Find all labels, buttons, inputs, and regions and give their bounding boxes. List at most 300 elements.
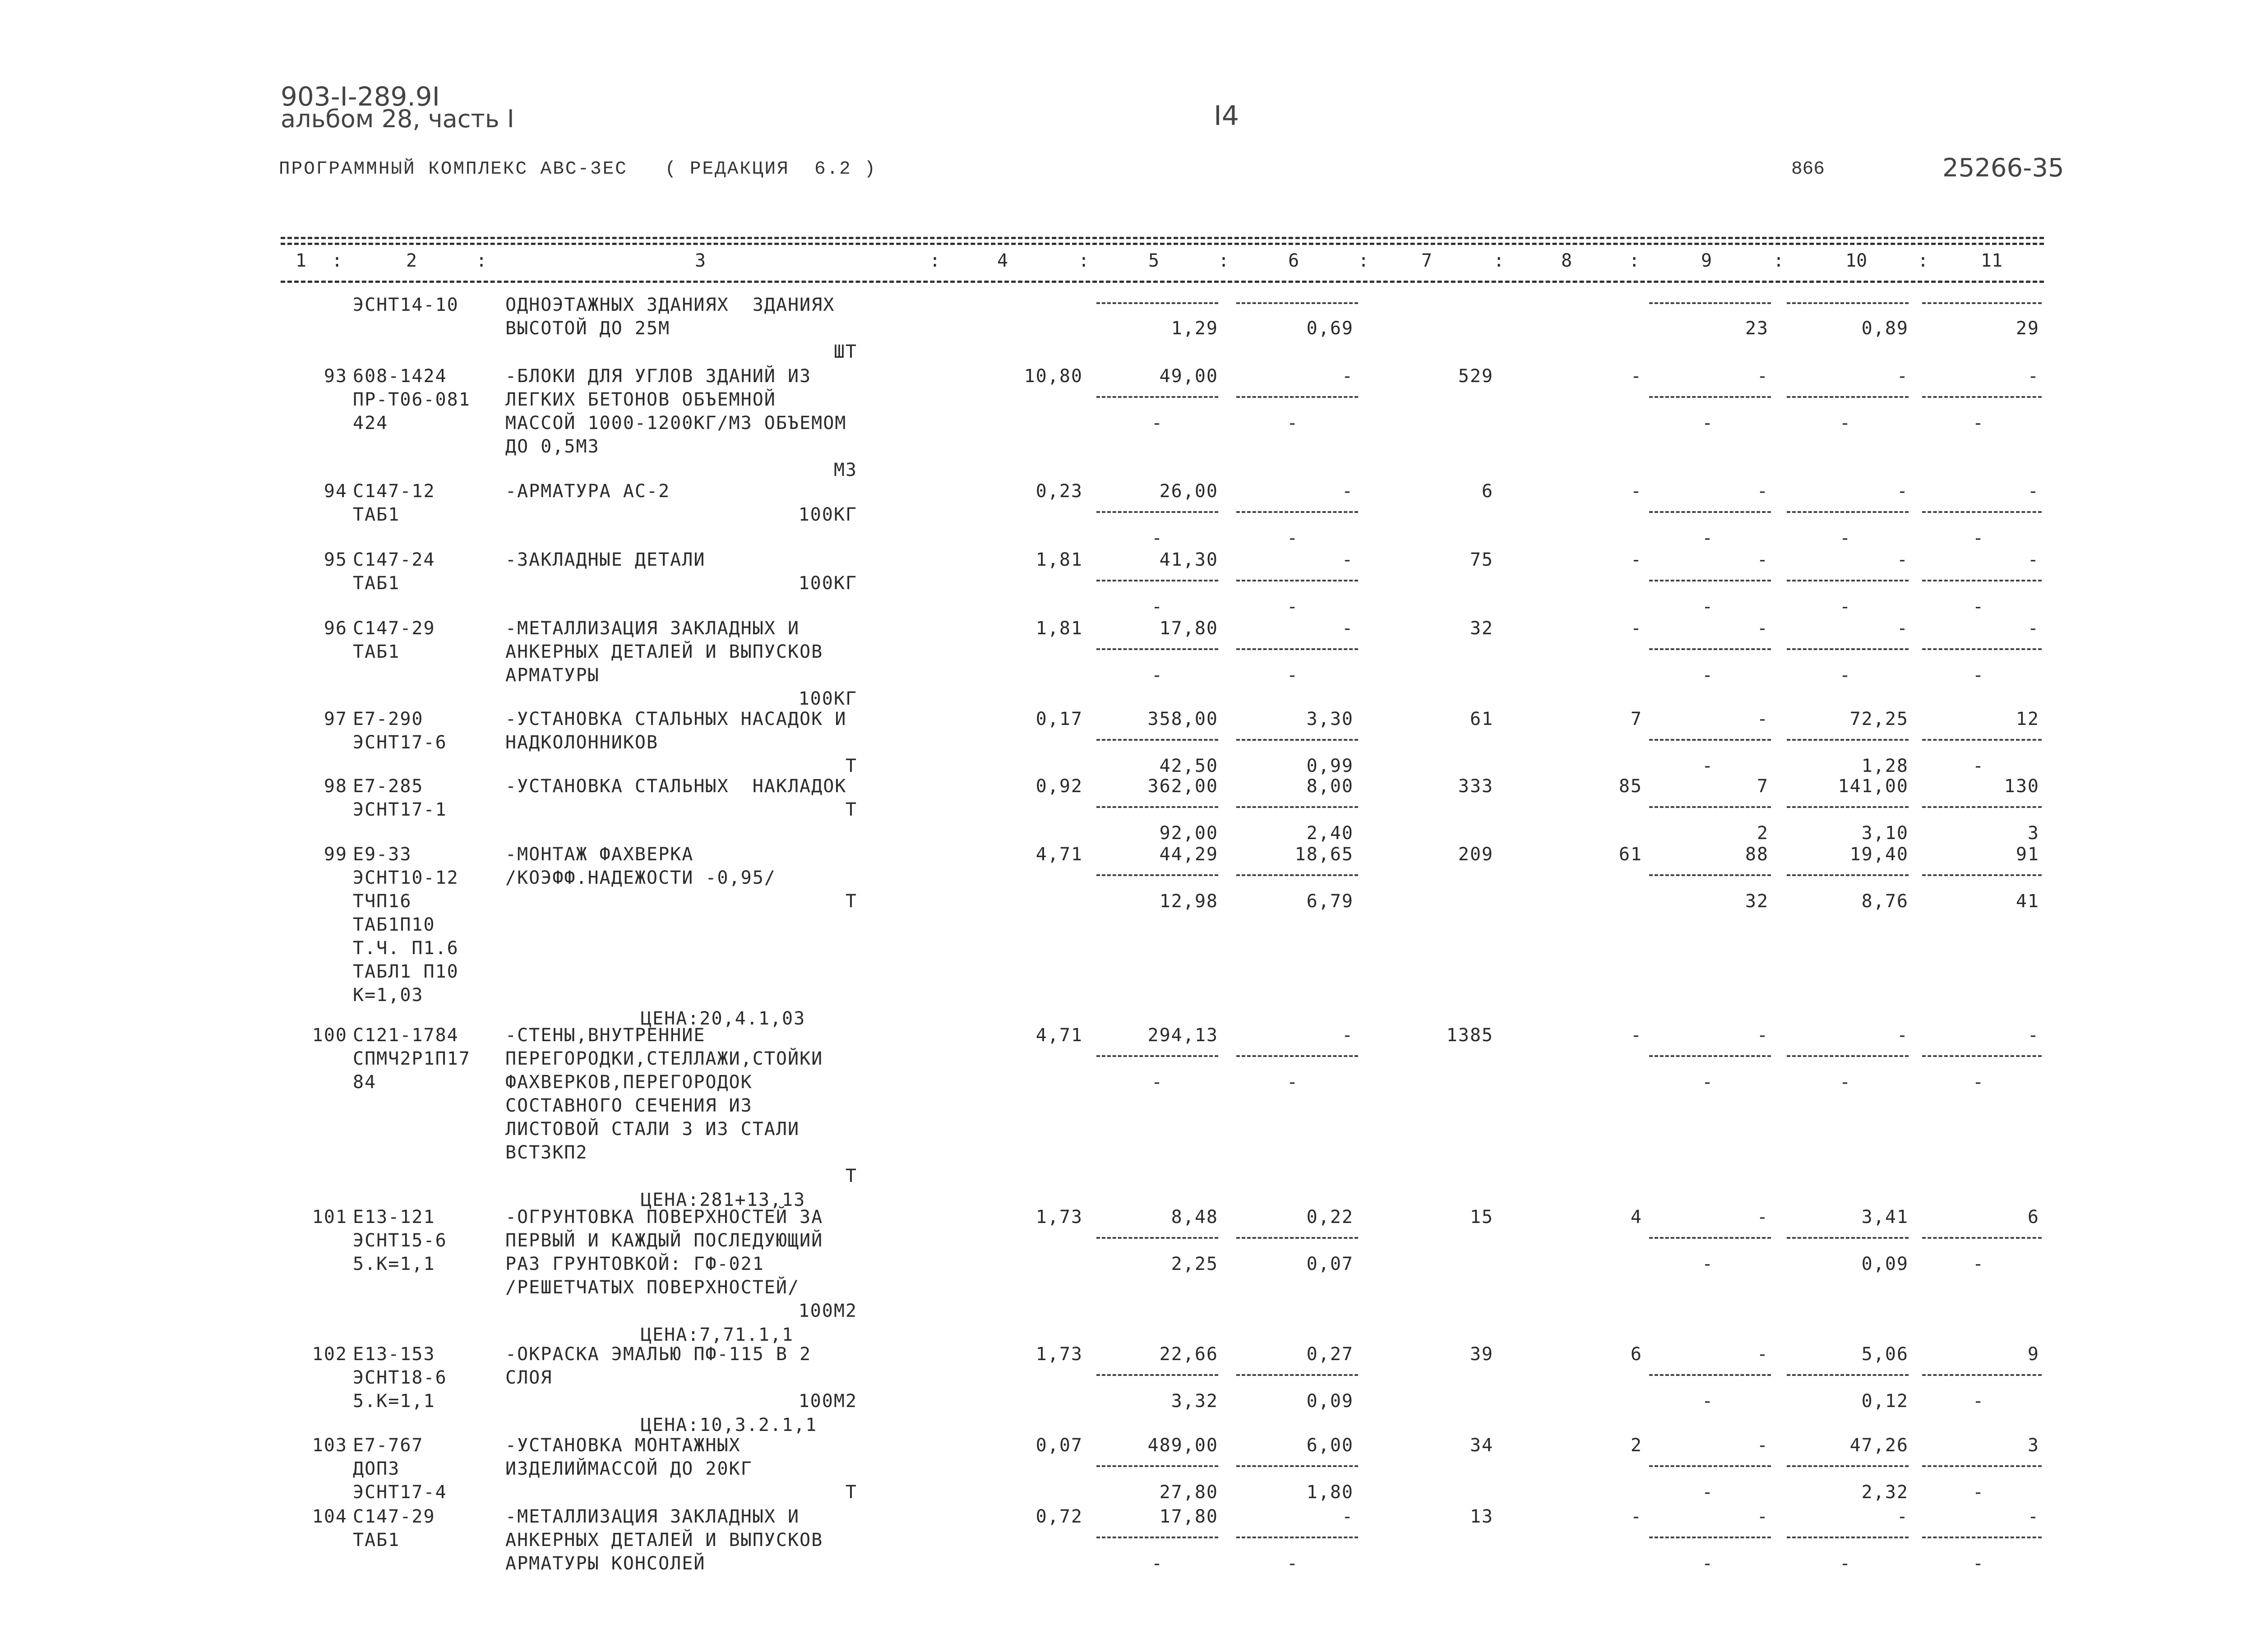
rate-code: Е13-153 [353,1344,435,1365]
value-separator [1922,806,2042,808]
total-value-c7: 39 [1470,1344,1493,1365]
cost-value-c6: 0,09 [1306,1391,1354,1412]
price-note: ЦЕНА:281+13,13 [641,1190,806,1210]
cost-value-c6: 8,00 [1306,776,1354,797]
cost-value-c9: - [1757,1344,1769,1365]
work-description: МАССОЙ 1000-1200КГ/М3 ОБЪЕМОМ [505,413,847,434]
cost-value-c5: 362,00 [1147,776,1218,797]
rate-code: ЭСНТ10-12 [353,868,459,888]
unit-of-measure: Т [845,799,857,820]
value-separator [1922,874,2042,876]
value-separator [1096,1537,1218,1538]
work-description: СОСТАВНОГО СЕЧЕНИЯ ИЗ [505,1095,753,1116]
doc-number: 25266-35 [1942,153,2064,183]
cost-value-c10: - [1896,549,1909,570]
quantity-value: 1,81 [1036,618,1083,639]
rate-code: 5.К=1,1 [353,1254,435,1274]
cost-value-c9: - [1757,1207,1769,1227]
rate-code: ЭСНТ15-6 [353,1230,447,1251]
column-divider: : [1773,250,1784,271]
row-number: 102 [312,1344,347,1365]
value-separator [1096,302,1218,304]
value-separator [1236,302,1358,304]
value-separator [1096,1374,1218,1376]
total-value-c7: 13 [1470,1506,1493,1527]
work-description: -УСТАНОВКА СТАЛЬНЫХ НАКЛАДОК [505,776,847,797]
value-separator [1236,648,1358,650]
value-separator [1922,1237,2042,1239]
cost-value-c11: - [1972,1254,1985,1274]
cost-value-c11: - [1972,1482,1985,1503]
cost-value-c10: 0,89 [1861,318,1909,339]
cost-value-c5: - [1151,596,1164,617]
total-value-c7: 34 [1470,1435,1493,1456]
value-separator [1649,1237,1771,1239]
cost-value-c5: 8,48 [1171,1207,1218,1227]
quantity-value: 4,71 [1036,844,1083,865]
cost-value-c5: 17,80 [1159,618,1218,639]
row-number: 97 [324,709,347,729]
column-header-4: 4 [997,250,1008,271]
value-separator [1649,302,1771,304]
cost-value-c5: 44,29 [1159,844,1218,865]
cost-value-c6: - [1341,481,1354,502]
cost-value-c11: - [1972,756,1985,776]
row-number: 98 [324,776,347,797]
album-label: альбом 28, часть I [281,105,514,133]
cost-value-c9: - [1701,1254,1714,1274]
column-divider: : [1218,250,1230,271]
cost-value-c6: 3,30 [1306,709,1354,729]
rate-code: ТАБЛ1 П10 [353,961,459,982]
rate-code: ЭСНТ17-4 [353,1482,447,1503]
cost-value-c6: - [1286,528,1299,549]
cost-value-c6: - [1341,618,1354,639]
price-note: ЦЕНА:7,71.1,1 [641,1324,794,1345]
quantity-value: 10,80 [1024,366,1083,387]
total-value-c7: 61 [1470,709,1493,729]
value-separator [1787,1537,1909,1538]
value-separator [1787,1374,1909,1376]
column-header-11: 11 [1981,250,2003,271]
work-description: ЛЕГКИХ БЕТОНОВ ОБЪЕМНОЙ [505,389,776,410]
quantity-value: 0,72 [1036,1506,1083,1527]
cost-value-c10: - [1839,596,1852,617]
value-separator [1236,1055,1358,1057]
cost-value-c11: - [2027,481,2039,502]
value-separator [1649,806,1771,808]
value-separator [1649,580,1771,581]
value-separator [1096,1055,1218,1057]
cost-value-c9: 32 [1745,891,1769,912]
cost-value-c10: 5,06 [1861,1344,1909,1365]
work-description: НАДКОЛОННИКОВ [505,732,659,753]
rate-code: С147-24 [353,549,435,570]
cost-value-c11: - [1972,665,1985,686]
cost-value-c11: - [2027,1506,2039,1527]
cost-value-c5: 41,30 [1159,549,1218,570]
value-separator [1096,1237,1218,1239]
unit-of-measure: Т [845,891,857,912]
cost-value-c5: 3,32 [1171,1391,1218,1412]
quantity-value: 0,17 [1036,709,1083,729]
work-description: -ОГРУНТОВКА ПОВЕРХНОСТЕЙ ЗА [505,1207,823,1227]
value-separator [1787,874,1909,876]
cost-value-c11: - [1972,1072,1985,1093]
cost-value-c6: - [1286,665,1299,686]
cost-value-c5: 92,00 [1159,823,1218,844]
cost-value-c5: 489,00 [1147,1435,1218,1456]
cost-value-c9: - [1757,618,1769,639]
value-separator [1236,739,1358,741]
cost-value-c10: - [1896,1506,1909,1527]
cost-value-c5: 49,00 [1159,366,1218,387]
work-description: АРМАТУРЫ КОНСОЛЕЙ [505,1553,706,1574]
cost-value-c6: - [1286,413,1299,434]
rate-code: К=1,03 [353,985,424,1006]
cost-value-c10: - [1839,413,1852,434]
cost-value-c9: - [1701,1482,1714,1503]
cost-value-c9: 7 [1757,776,1769,797]
total-value-c7: 6 [1481,481,1493,502]
value-separator [1922,1055,2042,1057]
cost-value-c11: 130 [2004,776,2039,797]
cost-value-c6: 0,22 [1306,1207,1354,1227]
cost-value-c5: - [1151,665,1164,686]
cost-value-c9: - [1757,549,1769,570]
total-value-c7: 209 [1458,844,1493,865]
quantity-value: 1,81 [1036,549,1083,570]
table-header-rule [281,281,2044,283]
work-description: -МОНТАЖ ФАХВЕРКА [505,844,694,865]
cost-value-c9: - [1757,1506,1769,1527]
cost-value-c6: 2,40 [1306,823,1354,844]
total-value-c7: 75 [1470,549,1493,570]
value-separator [1787,580,1909,581]
work-description: ФАХВЕРКОВ,ПЕРЕГОРОДОК [505,1072,753,1093]
cost-value-c10: - [1896,366,1909,387]
cost-value-c5: - [1151,1072,1164,1093]
rate-code: Е9-33 [353,844,412,865]
unit-of-measure: Т [845,1166,857,1186]
work-description: -СТЕНЫ,ВНУТРЕННИЕ [505,1025,706,1046]
value-separator [1236,1237,1358,1239]
cost-value-c6: - [1286,596,1299,617]
cost-value-c10: 3,41 [1861,1207,1909,1227]
value-separator [1922,1374,2042,1376]
work-description: -ОКРАСКА ЭМАЛЬЮ ПФ-115 В 2 [505,1344,812,1365]
row-number: 100 [312,1025,347,1046]
quantity-value: 1,73 [1036,1207,1083,1227]
value-separator [1096,1465,1218,1467]
program-title: ПРОГРАММНЫЙ КОМПЛЕКС АВС-3ЕС ( РЕДАКЦИЯ 6.2 ) [279,159,877,180]
rate-code: СПМЧ2Р1П17 [353,1048,471,1069]
doc-code: 903-I-289.9I [281,81,440,112]
cost-value-c11: 3 [2027,823,2039,844]
value-separator [1787,1237,1909,1239]
work-description: ВЫСОТОЙ ДО 25М [505,318,670,339]
row-number: 104 [312,1506,347,1527]
column-divider: : [929,250,941,271]
rate-code: Е7-290 [353,709,424,729]
cost-value-c10: - [1839,528,1852,549]
work-description: СЛОЯ [505,1367,553,1388]
cost-value-c5: 17,80 [1159,1506,1218,1527]
value-separator [1096,580,1218,581]
column-divider: : [1078,250,1090,271]
cost-value-c11: - [1972,413,1985,434]
value-separator [1236,806,1358,808]
column-divider: : [476,250,487,271]
unit-of-measure: М3 [833,460,857,480]
cost-value-c5: 294,13 [1147,1025,1218,1046]
rate-code: 84 [353,1072,377,1093]
cost-value-c6: 6,79 [1306,891,1354,912]
column-header-9: 9 [1701,250,1712,271]
cost-value-c11: 41 [2016,891,2039,912]
value-separator [1649,739,1771,741]
work-description: АНКЕРНЫХ ДЕТАЛЕЙ И ВЫПУСКОВ [505,1530,823,1550]
value-separator [1649,1055,1771,1057]
cost-value-c10: 19,40 [1849,844,1909,865]
cost-value-c5: - [1151,1553,1164,1574]
total-value-c8: 2 [1630,1435,1642,1456]
value-separator [1787,739,1909,741]
cost-value-c9: 2 [1757,823,1769,844]
cost-value-c9: - [1757,481,1769,502]
cost-value-c10: 3,10 [1861,823,1909,844]
work-description: ВСТ3КП2 [505,1142,588,1163]
value-separator [1649,396,1771,398]
row-number: 101 [312,1207,347,1227]
column-header-7: 7 [1421,250,1433,271]
rate-code: 424 [353,413,388,434]
cost-value-c6: - [1286,1072,1299,1093]
value-separator [1236,396,1358,398]
value-separator [1096,739,1218,741]
cost-value-c10: 141,00 [1838,776,1909,797]
value-separator [1096,806,1218,808]
cost-value-c5: 26,00 [1159,481,1218,502]
column-header-2: 2 [406,250,417,271]
unit-of-measure: 100КГ [798,688,857,709]
value-separator [1787,511,1909,513]
cost-value-c9: - [1701,528,1714,549]
rate-code: ТАБ1 [353,573,400,594]
cost-value-c10: - [1839,1553,1852,1574]
work-description: ПЕРЕГОРОДКИ,СТЕЛЛАЖИ,СТОЙКИ [505,1048,823,1069]
row-number: 96 [324,618,347,639]
value-separator [1787,806,1909,808]
total-value-c8: - [1630,366,1642,387]
work-description: АНКЕРНЫХ ДЕТАЛЕЙ И ВЫПУСКОВ [505,641,823,662]
cost-value-c10: 2,32 [1861,1482,1909,1503]
value-separator [1236,1374,1358,1376]
quantity-value: 0,23 [1036,481,1083,502]
quantity-value: 0,92 [1036,776,1083,797]
rate-code: С121-1784 [353,1025,459,1046]
value-separator [1649,874,1771,876]
work-description: ИЗДЕЛИЙМАССОЙ ДО 20КГ [505,1458,753,1479]
cost-value-c11: - [1972,596,1985,617]
cost-value-c11: - [2027,618,2039,639]
price-note: ЦЕНА:20,4.1,03 [641,1008,806,1029]
cost-value-c10: 47,26 [1849,1435,1909,1456]
value-separator [1236,874,1358,876]
value-separator [1922,396,2042,398]
total-value-c8: - [1630,1506,1642,1527]
cost-value-c9: - [1701,1072,1714,1093]
cost-value-c9: - [1757,366,1769,387]
work-description: -УСТАНОВКА МОНТАЖНЫХ [505,1435,741,1456]
quantity-value: 1,73 [1036,1344,1083,1365]
column-header-3: 3 [695,250,706,271]
cost-value-c6: - [1341,549,1354,570]
unit-of-measure: ШТ [833,341,857,362]
rate-code: ЭСНТ18-6 [353,1367,447,1388]
row-number: 99 [324,844,347,865]
value-separator [1787,1055,1909,1057]
cost-value-c9: - [1701,665,1714,686]
total-value-c8: 61 [1618,844,1642,865]
column-divider: : [1493,250,1505,271]
cost-value-c5: 12,98 [1159,891,1218,912]
cost-value-c9: - [1701,756,1714,776]
price-note: ЦЕНА:10,3.2.1,1 [641,1415,818,1435]
cost-value-c11: 9 [2027,1344,2039,1365]
unit-of-measure: 100КГ [798,504,857,525]
cost-value-c6: 0,07 [1306,1254,1354,1274]
value-separator [1096,874,1218,876]
total-value-c7: 32 [1470,618,1493,639]
cost-value-c10: - [1839,1072,1852,1093]
work-description: -МЕТАЛЛИЗАЦИЯ ЗАКЛАДНЫХ И [505,618,800,639]
cost-value-c10: - [1896,618,1909,639]
column-divider: : [1918,250,1929,271]
value-separator [1649,1537,1771,1538]
rate-code: С147-29 [353,618,435,639]
cost-value-c10: 0,12 [1861,1391,1909,1412]
cost-value-c6: 1,80 [1306,1482,1354,1503]
total-value-c8: - [1630,1025,1642,1046]
rate-code: ДОП3 [353,1458,400,1479]
row-number: 95 [324,549,347,570]
value-separator [1787,1465,1909,1467]
total-value-c8: - [1630,618,1642,639]
unit-of-measure: 100М2 [798,1391,857,1412]
work-description: -МЕТАЛЛИЗАЦИЯ ЗАКЛАДНЫХ И [505,1506,800,1527]
rate-code: ТАБ1 [353,504,400,525]
cost-value-c6: - [1286,1553,1299,1574]
cost-value-c6: - [1341,1506,1354,1527]
value-separator [1649,1465,1771,1467]
page-number: I4 [1214,100,1239,132]
column-header-1: 1 [296,250,307,271]
value-separator [1236,511,1358,513]
total-value-c8: 4 [1630,1207,1642,1227]
cost-value-c5: 1,29 [1171,318,1218,339]
cost-value-c6: - [1341,366,1354,387]
cost-value-c10: 1,28 [1861,756,1909,776]
quantity-value: 0,07 [1036,1435,1083,1456]
cost-value-c9: - [1701,596,1714,617]
value-separator [1649,648,1771,650]
row-number: 94 [324,481,347,502]
cost-value-c11: 12 [2016,709,2039,729]
cost-value-c9: - [1701,1391,1714,1412]
value-separator [1922,1465,2042,1467]
work-description: ОДНОЭТАЖНЫХ ЗДАНИЯХ ЗДАНИЯХ [505,295,835,315]
column-header-5: 5 [1148,250,1160,271]
unit-of-measure: 100М2 [798,1301,857,1321]
value-separator [1922,739,2042,741]
work-description: -БЛОКИ ДЛЯ УГЛОВ ЗДАНИЙ ИЗ [505,366,812,387]
cost-value-c9: 88 [1745,844,1769,865]
rate-code: ТАБ1 [353,641,400,662]
cost-value-c5: 27,80 [1159,1482,1218,1503]
work-description: /КОЭФФ.НАДЕЖОСТИ -0,95/ [505,868,776,888]
column-header-10: 10 [1845,250,1868,271]
work-description: ПЕРВЫЙ И КАЖДЫЙ ПОСЛЕДУЮЩИЙ [505,1230,823,1251]
value-separator [1787,396,1909,398]
value-separator [1096,648,1218,650]
value-separator [1236,1537,1358,1538]
cost-value-c11: - [2027,1025,2039,1046]
value-separator [1236,1465,1358,1467]
column-divider: : [332,250,343,271]
total-value-c8: - [1630,481,1642,502]
cost-value-c5: - [1151,528,1164,549]
rate-code: ТЧП16 [353,891,412,912]
work-description: /РЕШЕТЧАТЫХ ПОВЕРХНОСТЕЙ/ [505,1277,800,1298]
cost-value-c9: - [1757,1025,1769,1046]
unit-of-measure: Т [845,1482,857,1503]
total-value-c8: - [1630,549,1642,570]
cost-value-c5: 42,50 [1159,756,1218,776]
cost-value-c11: - [1972,1553,1985,1574]
total-value-c8: 7 [1630,709,1642,729]
value-separator [1787,648,1909,650]
unit-of-measure: 100КГ [798,573,857,594]
cost-value-c11: - [2027,366,2039,387]
value-separator [1649,1374,1771,1376]
rate-code: 5.К=1,1 [353,1391,435,1412]
value-separator [1787,302,1909,304]
cost-value-c5: 2,25 [1171,1254,1218,1274]
table-top-rule-1 [281,237,2044,239]
value-separator [1922,580,2042,581]
sheet-code: 866 [1791,159,1825,180]
value-separator [1922,511,2042,513]
cost-value-c10: 8,76 [1861,891,1909,912]
rate-code: С147-12 [353,481,435,502]
cost-value-c11: - [2027,549,2039,570]
cost-value-c11: 6 [2027,1207,2039,1227]
rate-code: ЭСНТ14-10 [353,295,459,315]
value-separator [1922,1537,2042,1538]
cost-value-c9: - [1757,1435,1769,1456]
rate-code: Е7-767 [353,1435,424,1456]
value-separator [1922,302,2042,304]
rate-code: ЭСНТ17-6 [353,732,447,753]
cost-value-c6: 6,00 [1306,1435,1354,1456]
cost-value-c11: - [1972,1391,1985,1412]
value-separator [1096,396,1218,398]
cost-value-c5: - [1151,413,1164,434]
cost-value-c9: - [1757,709,1769,729]
rate-code: 608-1424 [353,366,447,387]
cost-value-c6: - [1341,1025,1354,1046]
